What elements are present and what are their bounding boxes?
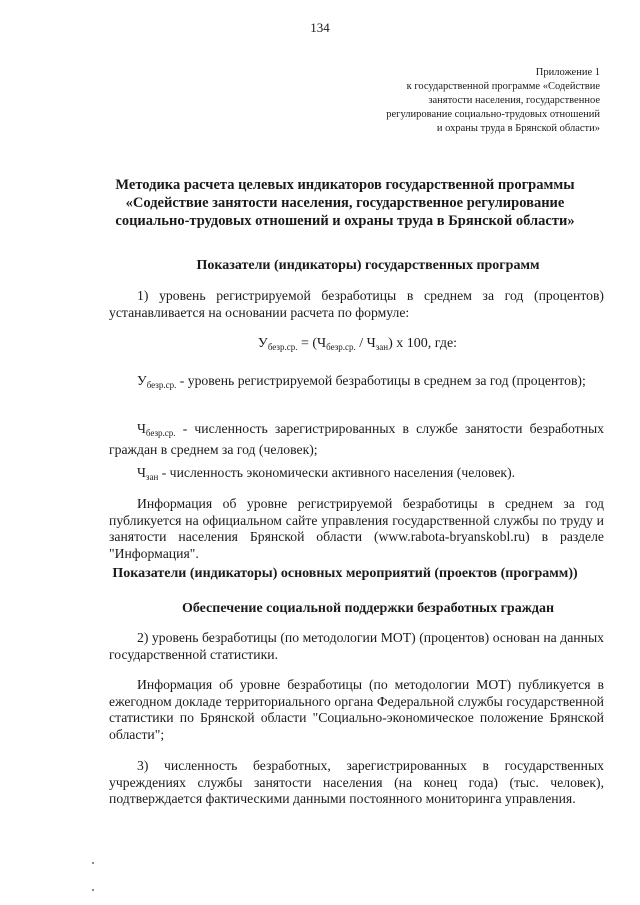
appendix-line: и охраны труда в Брянской области» <box>436 123 600 134</box>
def-text: - численность экономически активного населения (человек). <box>158 465 516 480</box>
formula <box>110 336 605 352</box>
def-symbol-sub: безр.ср. <box>145 428 176 438</box>
page-number: 134 <box>310 20 330 35</box>
scan-speck <box>92 862 94 864</box>
document-title: Методика расчета целевых индикаторов государственной программы «Содействие занятости населения, государственное регулирование социально-трудовых отношений и охраны труда в Брянской области» <box>115 177 575 229</box>
formula-slash: / Ч <box>355 336 376 351</box>
definition-ch <box>109 421 604 458</box>
def-symbol-sub: зан <box>145 472 159 482</box>
def-symbol-sub: безр.ср. <box>146 380 177 390</box>
paragraph-1: 1) уровень регистрируемой безработицы в среднем за год (процентов) устанавливается на основании расчета по формуле: <box>109 288 604 320</box>
formula-ch-sub: безр.ср. <box>326 342 356 352</box>
def-text: - уровень регистрируемой безработицы в среднем за год (процентов); <box>176 373 586 388</box>
appendix-line: Приложение 1 <box>535 67 600 78</box>
paragraph-info-2: Информация об уровне безработицы (по методологии МОТ) публикуется в ежегодном докладе территориального органа Федеральной службы государственной статистики по Брянской области "Социально-экономическое положение Брянской области"; <box>109 677 604 742</box>
scan-speck <box>92 889 94 891</box>
appendix-line: к государственной программе «Содействие <box>406 81 600 92</box>
formula-eq: = (Ч <box>297 336 327 351</box>
paragraph-info-1: Информация об уровне регистрируемой безработицы в среднем за год публикуется на официальном сайте управления государственной службы по труду и занятости населения Брянской области (www.rabota-bryanskobl.ru) в разделе "Информация". <box>109 496 604 561</box>
def-symbol: Ч <box>137 421 146 436</box>
section-heading-support: Обеспечение социальной поддержки безработных граждан <box>181 601 555 616</box>
paragraph-2: 2) уровень безработицы (по методологии МОТ) (процентов) основан на данных государственной статистики. <box>109 630 604 662</box>
formula-u-sub: безр.ср. <box>267 342 298 352</box>
formula-tail: ) х 100, где: <box>388 336 458 351</box>
appendix-line: занятости населения, государственное <box>428 95 600 106</box>
def-symbol: У <box>137 373 147 388</box>
definition-zan <box>109 465 604 486</box>
definition-u <box>109 373 604 394</box>
section-heading-programs: Показатели (индикаторы) государственных программ <box>196 258 540 273</box>
def-text: - численность зарегистрированных в службе занятости безработных граждан в среднем за год (человек); <box>109 421 604 457</box>
appendix-line: регулирование социально-трудовых отношений <box>386 109 600 120</box>
appendix-note <box>340 66 600 136</box>
formula-u: У <box>257 336 268 351</box>
formula-zan-sub: зан <box>375 342 389 352</box>
paragraph-3: 3) численность безработных, зарегистрированных в государственных учреждениях службы занятости населения (на конец года) (тыс. человек), подтверждается фактическими данными постоянного мониторинга управления. <box>109 758 604 806</box>
def-symbol: Ч <box>137 465 146 480</box>
section-heading-measures: Показатели (индикаторы) основных мероприятий (проектов (программ)) <box>112 566 578 581</box>
